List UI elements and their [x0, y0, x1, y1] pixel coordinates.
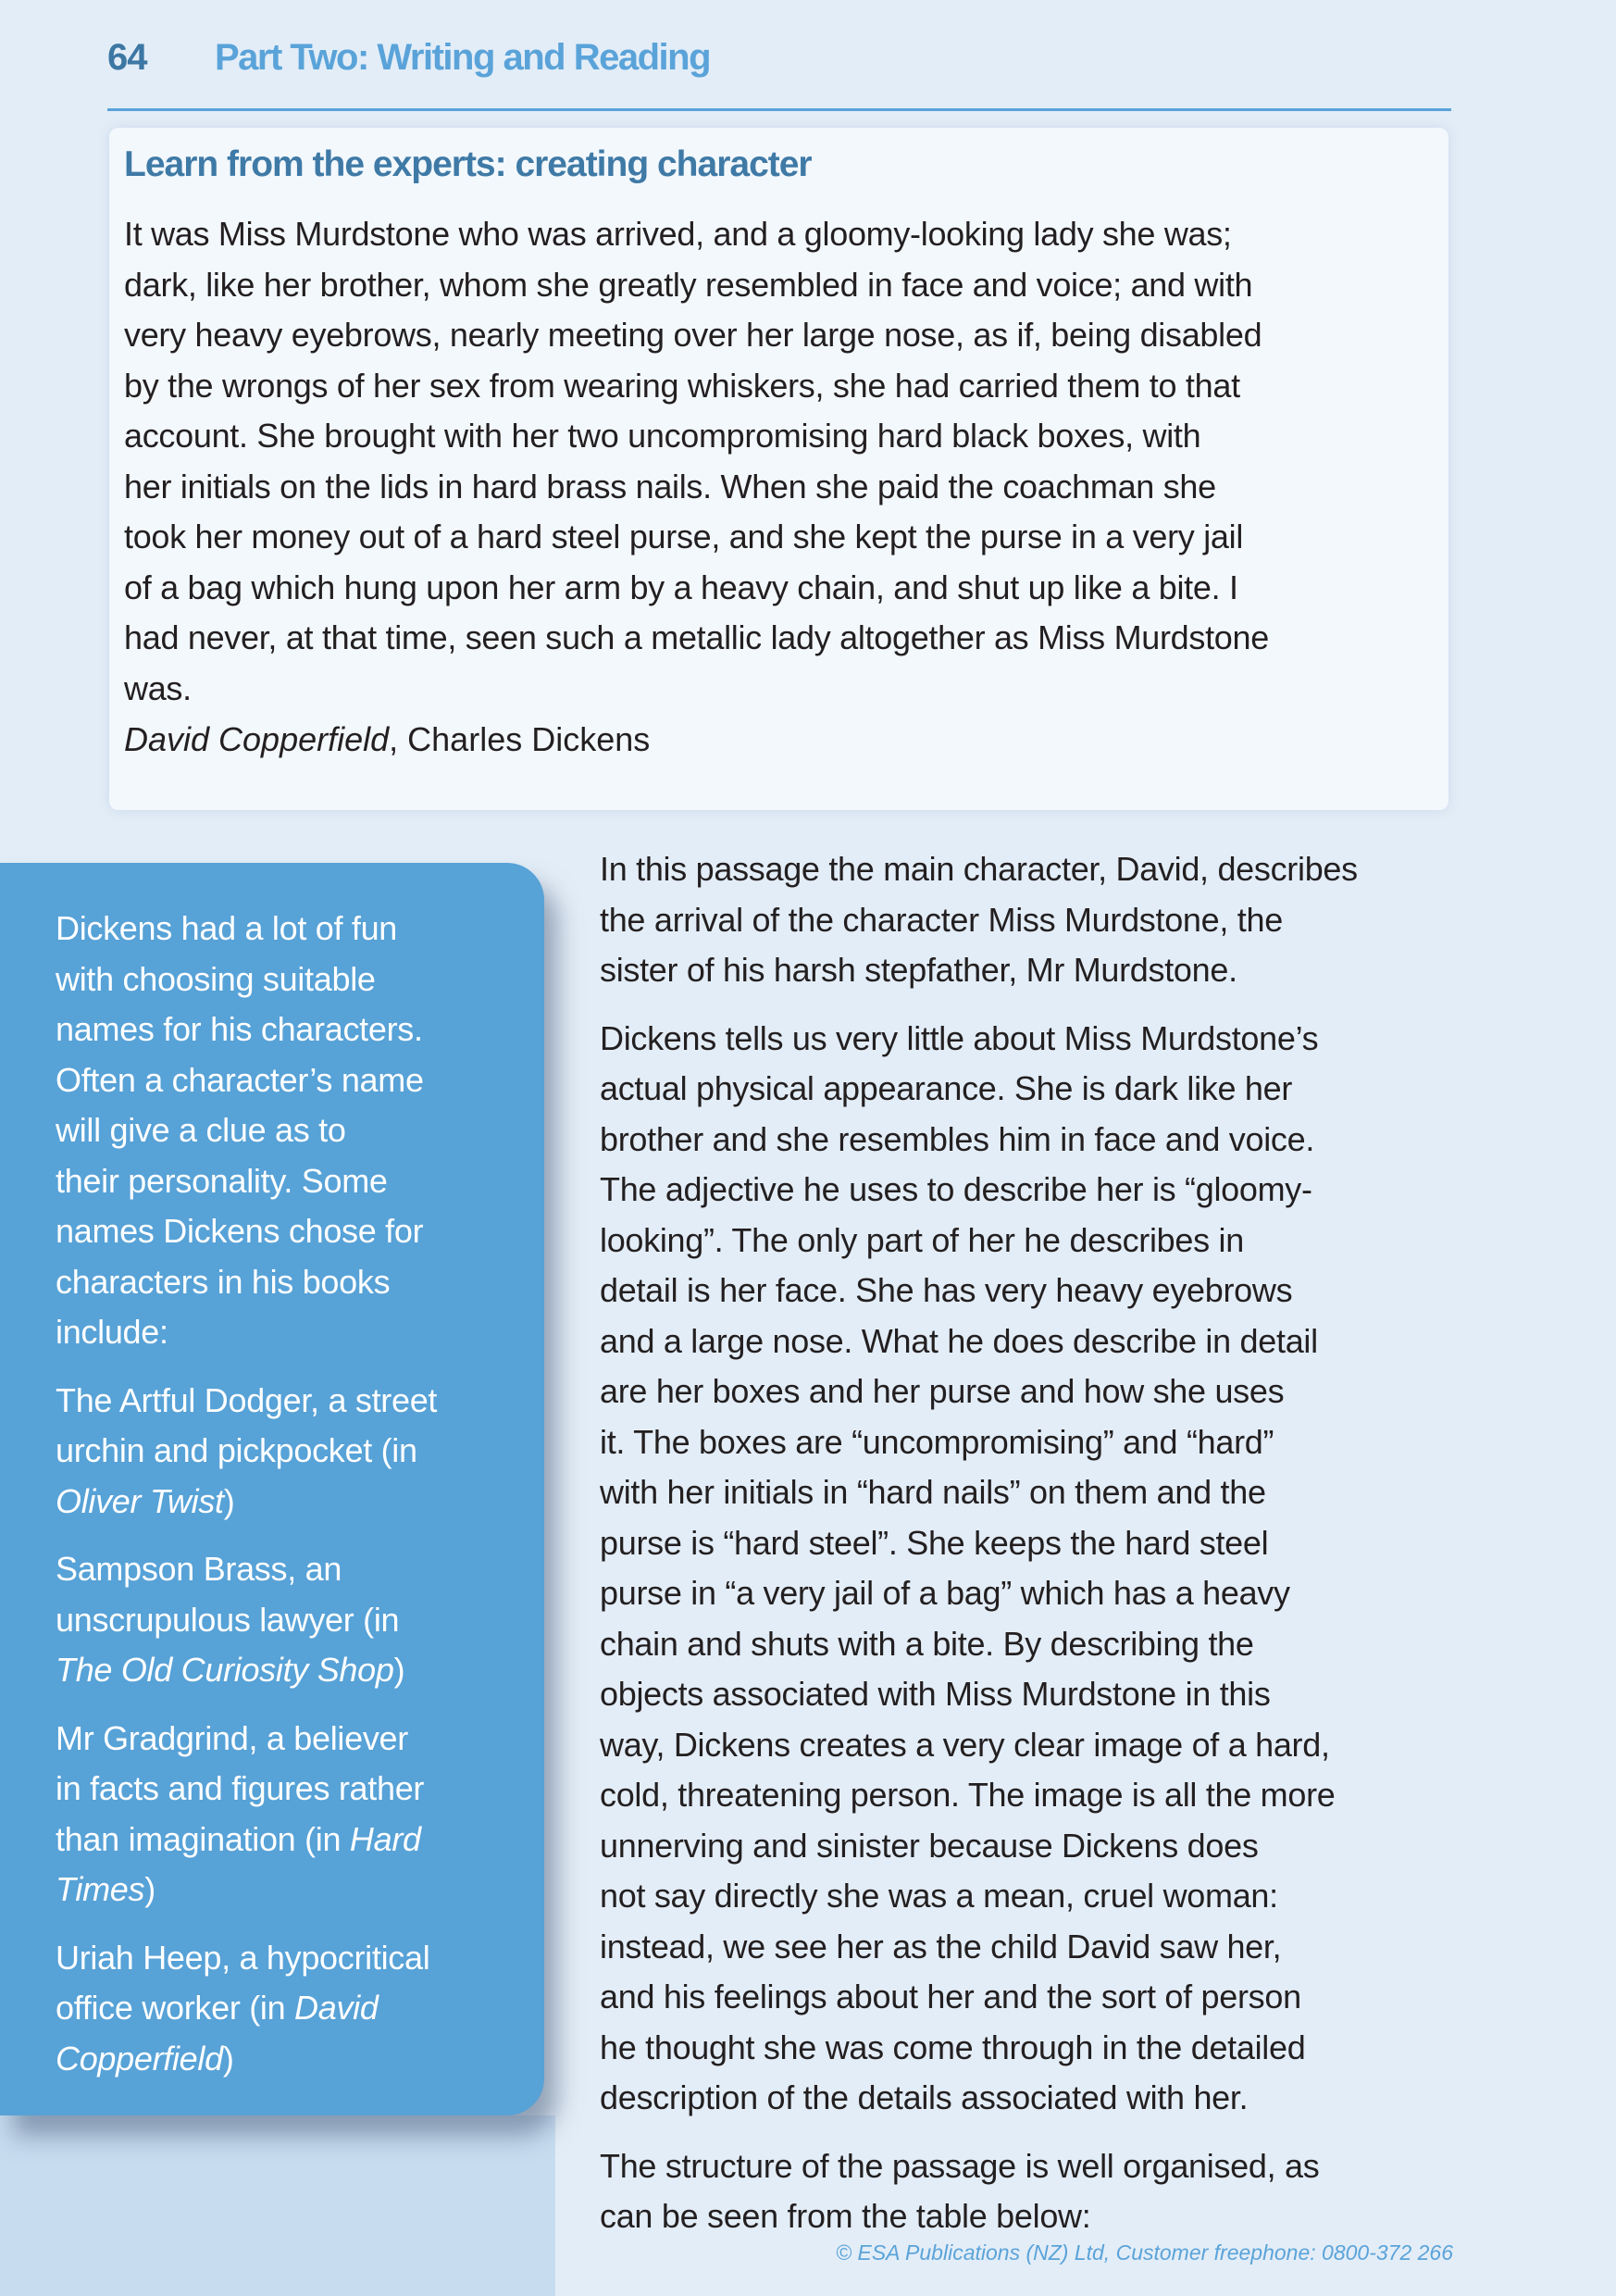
text-segment: and a large nose. What he does describe in detail — [600, 1321, 1318, 1360]
text-line — [600, 1216, 1358, 1267]
text-line — [56, 1645, 437, 1696]
text-line — [56, 1595, 437, 1646]
quote-line: It was Miss Murdstone who was arrived, and a gloomy-looking lady she was; — [124, 215, 1232, 253]
paragraph — [56, 904, 437, 1358]
text-segment: Uriah Heep, a hypocritical — [56, 1938, 430, 1977]
text-line — [600, 2073, 1358, 2124]
paragraph — [56, 1544, 437, 1696]
text-line — [56, 1865, 437, 1915]
text-segment: the arrival of the character Miss Murdstone, the — [600, 900, 1283, 939]
text-line — [600, 1770, 1358, 1821]
page-number: 64 — [107, 37, 147, 78]
text-segment: office worker (in — [56, 1989, 295, 2027]
text-line — [56, 2034, 437, 2085]
text-line — [600, 1165, 1358, 1216]
text-segment: unscrupulous lawyer (in — [56, 1600, 400, 1639]
text-line — [600, 1064, 1358, 1115]
text-line — [600, 1316, 1358, 1367]
text-line — [600, 1922, 1358, 1973]
paragraph — [56, 1376, 437, 1528]
text-line — [56, 904, 437, 955]
quote-line: dark, like her brother, whom she greatly resembled in face and voice; and with — [124, 265, 1253, 304]
italic-title: Oliver Twist — [56, 1481, 224, 1520]
text-line — [600, 2141, 1358, 2192]
text-segment: ) — [223, 1481, 235, 1520]
text-segment: will give a clue as to — [56, 1111, 346, 1149]
text-line — [600, 1467, 1358, 1518]
text-segment: their personality. Some — [56, 1161, 388, 1200]
text-line — [600, 1871, 1358, 1922]
text-line — [600, 1014, 1358, 1065]
text-segment: objects associated with Miss Murdstone in this — [600, 1675, 1271, 1713]
text-segment: include: — [56, 1313, 168, 1351]
text-line — [56, 1055, 437, 1106]
text-line — [56, 1206, 437, 1257]
text-segment: purse is “hard steel”. She keeps the hard steel — [600, 1523, 1269, 1562]
main-text — [600, 844, 1358, 2260]
italic-title: Hard — [349, 1819, 421, 1858]
text-line — [600, 844, 1358, 895]
sidebar-box — [0, 863, 544, 2115]
text-line — [600, 1669, 1358, 1720]
text-line — [600, 1821, 1358, 1872]
text-segment: with choosing suitable — [56, 959, 376, 998]
text-segment: purse in “a very jail of a bag” which has a heavy — [600, 1574, 1290, 1612]
text-line — [56, 1376, 437, 1427]
text-segment: The structure of the passage is well organised, as — [600, 2146, 1320, 2185]
text-segment: not say directly she was a mean, cruel woman: — [600, 1877, 1278, 1915]
text-segment: names for his characters. — [56, 1010, 423, 1048]
quote-line: was. — [124, 668, 192, 707]
text-segment: characters in his books — [56, 1262, 391, 1301]
quote-text — [124, 209, 1269, 714]
sidebar-strip — [0, 2115, 555, 2296]
text-line — [56, 1764, 437, 1815]
citation-author: , Charles Dickens — [389, 720, 651, 758]
text-line — [600, 1518, 1358, 1569]
text-segment: brother and she resembles him in face and voice. — [600, 1119, 1315, 1158]
text-segment: instead, we see her as the child David saw her, — [600, 1927, 1282, 1965]
text-line — [600, 1720, 1358, 1771]
text-segment: The adjective he uses to describe her is “gloomy- — [600, 1170, 1312, 1208]
text-segment: ) — [222, 2039, 234, 2078]
text-line — [600, 1266, 1358, 1316]
text-segment: detail is her face. She has very heavy eyebrows — [600, 1271, 1293, 1309]
section-title: Part Two: Writing and Reading — [215, 37, 711, 78]
text-segment: it. The boxes are “uncompromising” and “hard” — [600, 1422, 1274, 1461]
sidebar-text — [56, 904, 437, 2102]
text-line — [600, 1115, 1358, 1166]
text-line — [600, 1619, 1358, 1670]
quote-box — [109, 128, 1448, 810]
text-segment: In this passage the main character, David, describes — [600, 850, 1358, 888]
quote-line: her initials on the lids in hard brass nails. When she paid the coachman she — [124, 467, 1216, 505]
paragraph — [600, 2141, 1358, 2242]
text-segment: in facts and figures rather — [56, 1769, 425, 1807]
text-line — [56, 1105, 437, 1156]
italic-title: Copperfield — [56, 2039, 223, 2078]
text-segment: cold, threatening person. The image is all the more — [600, 1776, 1336, 1814]
text-segment: names Dickens chose for — [56, 1212, 424, 1250]
text-segment: The Artful Dodger, a street — [56, 1380, 438, 1419]
text-line — [600, 1366, 1358, 1417]
footer-copyright: © ESA Publications (NZ) Ltd, Customer freephone: 0800-372 266 — [836, 2240, 1453, 2265]
text-line — [56, 955, 437, 1005]
text-segment: way, Dickens creates a very clear image of a hard, — [600, 1725, 1330, 1764]
text-line — [56, 1714, 437, 1765]
text-line — [600, 895, 1358, 946]
text-line — [600, 1972, 1358, 2023]
text-segment: ) — [144, 1870, 155, 1908]
paragraph — [56, 1714, 437, 1915]
italic-title: David — [294, 1989, 379, 2027]
text-line — [56, 1426, 437, 1477]
text-segment: sister of his harsh stepfather, Mr Murdstone. — [600, 951, 1237, 989]
quote-line: took her money out of a hard steel purse, and she kept the purse in a very jail — [124, 518, 1244, 555]
text-segment: chain and shuts with a bite. By describing the — [600, 1624, 1254, 1663]
paragraph — [56, 1933, 437, 2085]
text-line — [600, 1568, 1358, 1619]
text-segment: actual physical appearance. She is dark like her — [600, 1069, 1293, 1107]
quote-line: by the wrongs of her sex from wearing whiskers, she had carried them to that — [124, 366, 1240, 405]
text-segment: unnerving and sinister because Dickens does — [600, 1826, 1259, 1865]
text-line — [600, 945, 1358, 996]
italic-title: Times — [56, 1870, 145, 1908]
text-line — [56, 1004, 437, 1055]
text-segment: Sampson Brass, an — [56, 1550, 342, 1588]
quote-heading: Learn from the experts: creating character — [124, 144, 812, 184]
text-segment: urchin and pickpocket (in — [56, 1431, 417, 1469]
text-line — [600, 2191, 1358, 2242]
text-segment: looking”. The only part of her he describes in — [600, 1220, 1244, 1259]
text-line — [600, 1417, 1358, 1468]
text-line — [56, 1307, 437, 1358]
text-segment: are her boxes and her purse and how she uses — [600, 1372, 1285, 1410]
quote-line: of a bag which hung upon her arm by a heavy chain, and shut up like a bite. I — [124, 568, 1238, 606]
text-line — [56, 1257, 437, 1308]
quote-line: had never, at that time, seen such a metallic lady altogether as Miss Murdstone — [124, 618, 1269, 656]
quote-citation — [124, 720, 650, 759]
text-line — [56, 1933, 437, 1984]
text-line — [600, 2023, 1358, 2074]
text-segment: description of the details associated with her. — [600, 2078, 1249, 2116]
quote-line: very heavy eyebrows, nearly meeting over her large nose, as if, being disabled — [124, 316, 1262, 354]
text-segment: can be seen from the table below: — [600, 2197, 1091, 2235]
quote-line: account. She brought with her two uncompromising hard black boxes, with — [124, 417, 1201, 455]
text-segment: ) — [393, 1651, 405, 1689]
text-segment: with her initials in “hard nails” on them and the — [600, 1473, 1266, 1511]
text-segment: Mr Gradgrind, a believer — [56, 1718, 408, 1757]
italic-title: The Old Curiosity Shop — [56, 1651, 394, 1689]
text-line — [56, 1983, 437, 2034]
citation-title: David Copperfield — [124, 720, 390, 758]
text-segment: than imagination (in — [56, 1819, 350, 1858]
text-segment: Often a character’s name — [56, 1060, 424, 1099]
header-rule — [107, 108, 1451, 111]
paragraph — [600, 844, 1358, 996]
text-line — [56, 1156, 437, 1207]
paragraph — [600, 1014, 1358, 2124]
text-segment: and his feelings about her and the sort of person — [600, 1978, 1301, 2015]
text-segment: Dickens had a lot of fun — [56, 909, 398, 947]
text-segment: Dickens tells us very little about Miss Murdstone’s — [600, 1018, 1319, 1057]
text-line — [56, 1815, 437, 1866]
text-line — [56, 1544, 437, 1595]
text-segment: he thought she was come through in the detailed — [600, 2028, 1306, 2066]
text-line — [56, 1477, 437, 1528]
